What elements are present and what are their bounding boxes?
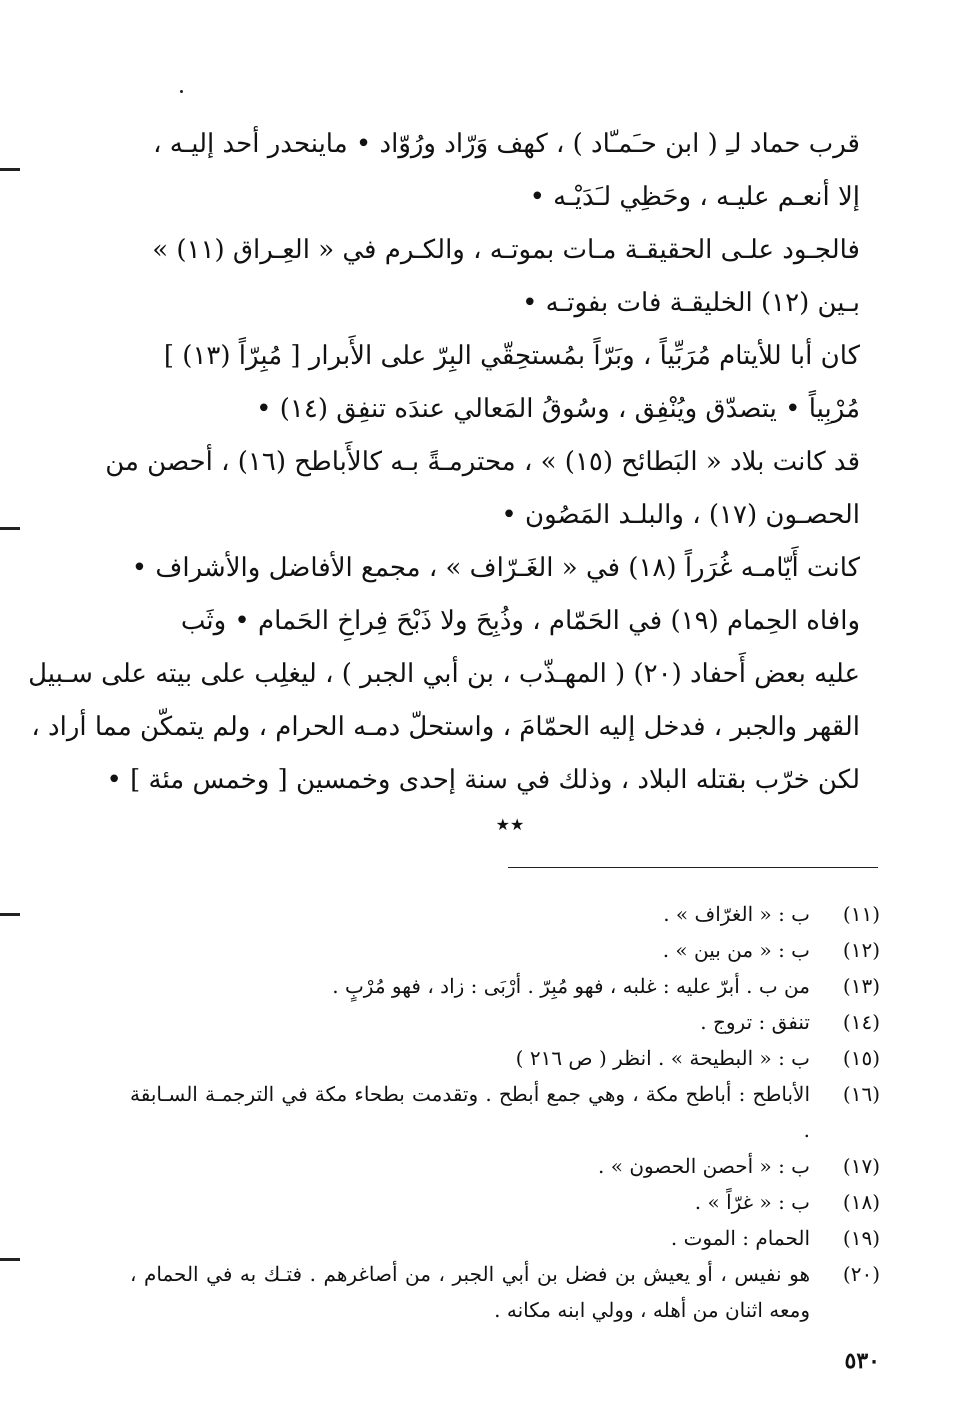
footnote xyxy=(130,1220,880,1256)
footnote-text: من ب . أبرّ عليه : غلبه ، فهو مُبِرّ . أرْبَى : زاد ، فهو مُرْبٍ . xyxy=(332,974,810,998)
footnote-text: ب : « غرّاً » . xyxy=(694,1190,810,1214)
text-line: وافاه الحِمام (١٩) في الحَمّام ، وذُبِحَ ولا ذَبْحَ فِراخِ الحَمام • وثَب xyxy=(180,606,860,636)
text-line: إلا أنعـم عليـه ، وحَظِي لـَدَيْـه • xyxy=(529,182,860,212)
binding-mark xyxy=(0,1258,20,1261)
footnote-number: (١٤) xyxy=(842,1010,880,1034)
footnote xyxy=(130,1040,880,1076)
footnote-text: ب : « الغرّاف » . xyxy=(663,902,810,926)
footnote-number: (١٧) xyxy=(842,1154,880,1178)
footnote-text: الأباطح : أباطح مكة ، وهي جمع أبطح . وتقدمت بطحاء مكة في الترجمـة السـابقة . xyxy=(130,1082,810,1142)
text-line: قرب حماد لـِ ( ابن حـَمـّاد ) ، كهف وَرّاد ورُوّاد • ماينحدر أحد إليـه ، xyxy=(153,129,860,159)
footnote xyxy=(130,1076,880,1148)
footnote-number: (١٦) xyxy=(842,1082,880,1106)
binding-mark xyxy=(0,168,20,171)
text-line: فالجـود علـى الحقيقـة مـات بموتـه ، والكـرم في « العِـراق (١١) » xyxy=(152,235,860,265)
footnote-text: الحمام : الموت . xyxy=(670,1226,810,1250)
footnote-number: (١٩) xyxy=(842,1226,880,1250)
stray-mark xyxy=(180,90,183,93)
main-text xyxy=(28,118,860,807)
page-number: ٥٣٠ xyxy=(844,1348,880,1374)
footnote-text: تنفق : تروج . xyxy=(700,1010,810,1034)
text-line: مُرْبِياً • يتصدّق ويُنْفِق ، وسُوقُ المَعالي عندَه تنفِق (١٤) • xyxy=(256,394,860,424)
text-line: لكن خرّب بقتله البلاد ، وذلك في سنة إحدى وخمسين [ وخمس مئة ] • xyxy=(106,765,860,795)
text-line: الحصـون (١٧) ، والبلـد المَصُون • xyxy=(501,500,860,530)
footnote-text: ب : « من بين » . xyxy=(662,938,810,962)
text-line: بـين (١٢) الخليقـة فات بفوتـه • xyxy=(522,288,860,318)
footnote-text: ب : « أحصن الحصون » . xyxy=(598,1154,810,1178)
footnote-text: ب : « البطيحة » . انظر ( ص ٢١٦ ) xyxy=(515,1046,810,1070)
binding-mark xyxy=(0,913,20,916)
footnote-number: (١٢) xyxy=(842,938,880,962)
text-line: كانت أَيّامـه غُرَراً (١٨) في « الغَـرّاف » ، مجمع الأفاضل والأشراف • xyxy=(131,553,860,583)
section-separator: ★★ xyxy=(495,815,525,834)
footnote xyxy=(130,896,880,932)
footnote-number: (١٣) xyxy=(842,974,880,998)
footnote-number: (١٥) xyxy=(842,1046,880,1070)
footnote-text: هو نفيس ، أو يعيش بن فضل بن أبي الجبر ، من أصاغرهم . فتـك به في الحمام ، ومعه اثنان من أهله ، وولي ابنه مكانه . xyxy=(130,1262,810,1322)
footnote-number: (١١) xyxy=(842,902,880,926)
footnote-number: (٢٠) xyxy=(842,1262,880,1286)
footnote-rule xyxy=(508,867,878,868)
text-line: القهر والجبر ، فدخل إليه الحمّامَ ، واستحلّ دمـه الحرام ، ولم يتمكّن مما أراد ، xyxy=(31,712,860,742)
binding-mark xyxy=(0,527,20,530)
footnote xyxy=(130,968,880,1004)
footnote-number: (١٨) xyxy=(842,1190,880,1214)
footnotes xyxy=(130,896,880,1328)
footnote xyxy=(130,1004,880,1040)
text-line: قد كانت بلاد « البَطائح (١٥) » ، محترمـةً بـه كالأَباطح (١٦) ، أحصن من xyxy=(105,447,860,477)
footnote xyxy=(130,932,880,968)
footnote xyxy=(130,1148,880,1184)
text-line: عليه بعض أَحفاد (٢٠) ( المهـذّب ، بن أبي الجبر ) ، ليغلِب على بيته على سـبيل xyxy=(28,659,860,689)
text-line: كان أبا للأيتام مُرَبِّياً ، وبَرّاً بمُستحِقّي البِرّ على الأَبرار [ مُبِرّاً (١٣) ] xyxy=(163,341,860,371)
footnote xyxy=(130,1184,880,1220)
footnote xyxy=(130,1256,880,1328)
